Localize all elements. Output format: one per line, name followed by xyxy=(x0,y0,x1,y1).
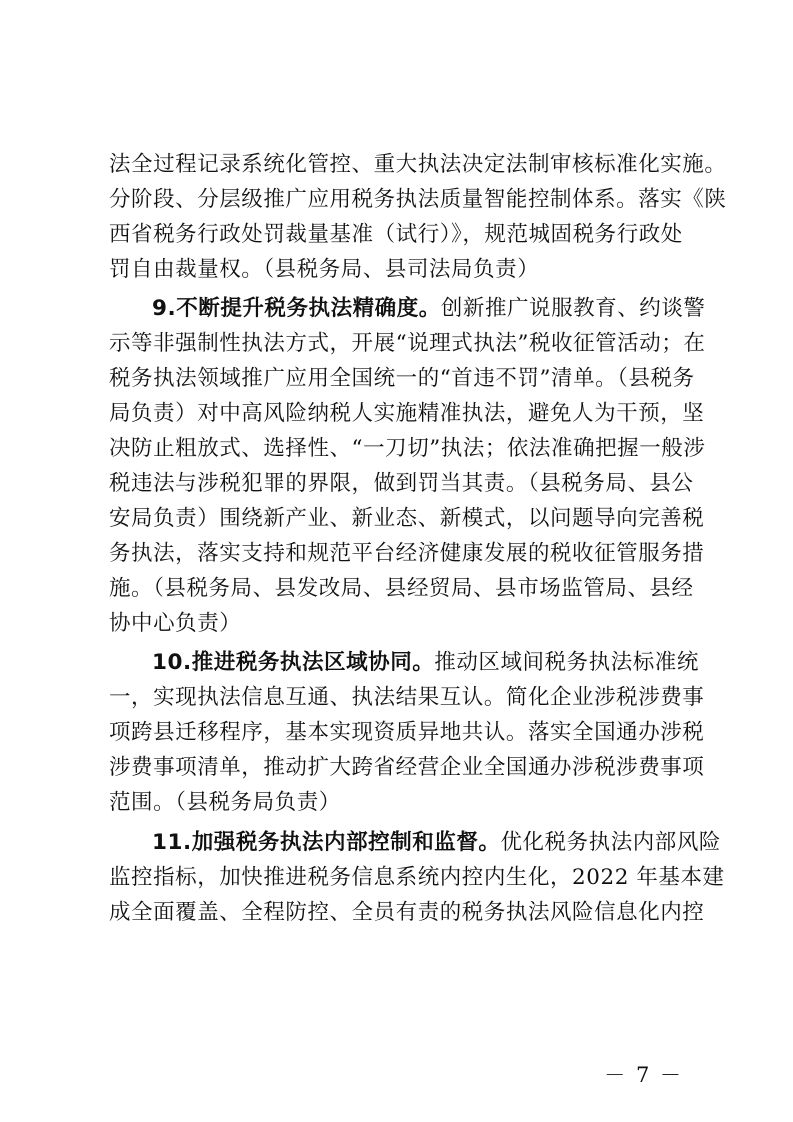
body-text-line: 税务执法领域推广应用全国统一的“首违不罚”清单。（县税务 xyxy=(109,366,695,391)
body-text-line: 分阶段、分层级推广应用税务执法质量智能控制体系。落实《陕 xyxy=(109,187,727,212)
section-heading-10: 10.推进税务执法区域协同。 xyxy=(152,650,435,675)
section-body-start: 优化税务执法内部风险 xyxy=(500,830,721,855)
section-heading-line xyxy=(152,292,705,326)
body-text-line: 成全面覆盖、全程防控、全员有责的税务执法风险信息化内控 xyxy=(109,900,705,925)
body-text-line: 协中心负责） xyxy=(109,611,242,636)
body-text-line: 务执法，落实支持和规范平台经济健康发展的税收征管服务措 xyxy=(109,541,705,566)
body-text-line: 监控指标，加快推进税务信息系统内控内生化，2022 年基本建 xyxy=(109,865,725,890)
body-text-line: 一，实现执法信息互通、执法结果互认。简化企业涉税涉费事 xyxy=(109,685,705,710)
body-text-line: 罚自由裁量权。（县税务局、县司法局负责） xyxy=(109,257,540,282)
body-text-line: 施。（县税务局、县发改局、县经贸局、县市场监管局、县经 xyxy=(109,576,694,601)
section-body-start: 推动区域间税务执法标准统 xyxy=(434,650,699,675)
section-heading-line xyxy=(152,826,721,860)
section-heading-9: 9.不断提升税务执法精确度。 xyxy=(152,296,441,321)
section-heading-line xyxy=(152,646,699,680)
body-text-line: 项跨县迁移程序，基本实现资质异地共认。落实全国通办涉税 xyxy=(109,720,705,745)
body-text-line: 涉费事项清单，推动扩大跨省经营企业全国通办涉税涉费事项 xyxy=(109,755,705,780)
page-number: － 7 － xyxy=(604,1063,683,1087)
section-body-start: 创新推广说服教育、约谈警 xyxy=(440,296,706,321)
body-text-line: 局负责）对中高风险纳税人实施精准执法，避免人为干预，坚 xyxy=(109,401,705,426)
body-text-line: 安局负责）围绕新产业、新业态、新模式，以问题导向完善税 xyxy=(109,506,705,531)
body-text-line: 决防止粗放式、选择性、“一刀切”执法；依法准确把握一般涉 xyxy=(109,436,706,461)
body-text-line: 西省税务行政处罚裁量基准（试行）》，规范城固税务行政处 xyxy=(109,222,683,247)
body-text-line: 法全过程记录系统化管控、重大执法决定法制审核标准化实施。 xyxy=(109,152,727,177)
body-text-line: 范围。（县税务局负责） xyxy=(109,790,341,815)
section-heading-11: 11.加强税务执法内部控制和监督。 xyxy=(152,830,501,855)
body-text-line: 示等非强制性执法方式，开展“说理式执法”税收征管活动；在 xyxy=(109,331,706,356)
body-text-line: 税违法与涉税犯罪的界限，做到罚当其责。（县税务局、县公 xyxy=(109,471,694,496)
